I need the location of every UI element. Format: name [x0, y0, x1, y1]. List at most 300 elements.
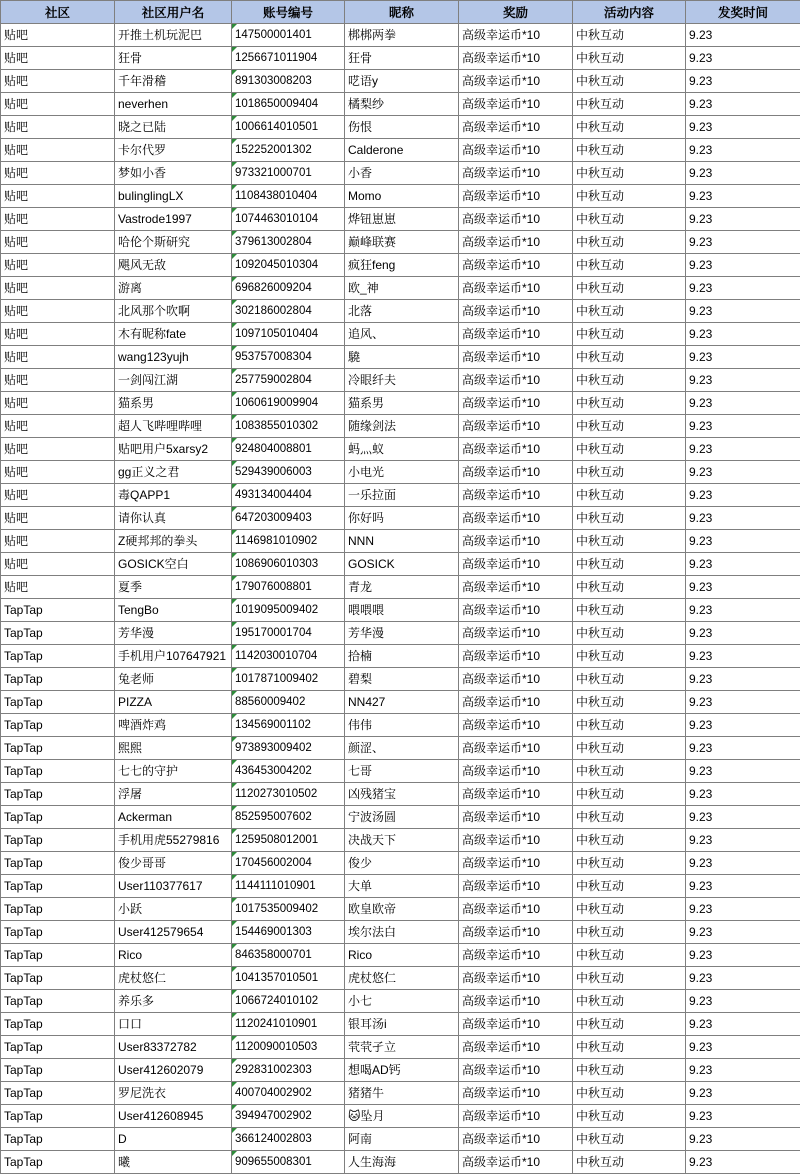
account-id-cell[interactable]: 379613002804 — [232, 231, 345, 254]
reward-cell[interactable]: 高级幸运币*10 — [459, 622, 573, 645]
username-cell[interactable]: Z硬邦邦的拳头 — [115, 530, 232, 553]
reward-cell[interactable]: 高级幸运币*10 — [459, 829, 573, 852]
community-cell[interactable]: 贴吧 — [1, 530, 115, 553]
reward-time-cell[interactable]: 9.23 — [686, 93, 800, 116]
username-cell[interactable]: 浮屠 — [115, 783, 232, 806]
username-cell[interactable]: 超人飞哔哩哔哩 — [115, 415, 232, 438]
community-cell[interactable]: 贴吧 — [1, 70, 115, 93]
account-id-cell[interactable]: 1017871009402 — [232, 668, 345, 691]
reward-time-cell[interactable]: 9.23 — [686, 898, 800, 921]
nickname-cell[interactable]: 伟伟 — [345, 714, 459, 737]
nickname-cell[interactable]: 欧皇欧帝 — [345, 898, 459, 921]
community-cell[interactable]: TapTap — [1, 806, 115, 829]
activity-cell[interactable]: 中秋互动 — [573, 622, 686, 645]
activity-cell[interactable]: 中秋互动 — [573, 484, 686, 507]
nickname-cell[interactable]: 大单 — [345, 875, 459, 898]
account-id-cell[interactable]: 1256671011904 — [232, 47, 345, 70]
community-cell[interactable]: TapTap — [1, 1082, 115, 1105]
community-cell[interactable]: 贴吧 — [1, 461, 115, 484]
activity-cell[interactable]: 中秋互动 — [573, 599, 686, 622]
nickname-cell[interactable]: 七哥 — [345, 760, 459, 783]
nickname-cell[interactable]: 人生海海 — [345, 1151, 459, 1174]
reward-time-cell[interactable]: 9.23 — [686, 576, 800, 599]
reward-cell[interactable]: 高级幸运币*10 — [459, 783, 573, 806]
reward-cell[interactable]: 高级幸运币*10 — [459, 944, 573, 967]
account-id-cell[interactable]: 394947002902 — [232, 1105, 345, 1128]
reward-time-cell[interactable]: 9.23 — [686, 1059, 800, 1082]
nickname-cell[interactable]: 🐱坠月 — [345, 1105, 459, 1128]
community-cell[interactable]: TapTap — [1, 691, 115, 714]
account-id-cell[interactable]: 436453004202 — [232, 760, 345, 783]
reward-cell[interactable]: 高级幸运币*10 — [459, 116, 573, 139]
reward-time-cell[interactable]: 9.23 — [686, 875, 800, 898]
activity-cell[interactable]: 中秋互动 — [573, 323, 686, 346]
community-cell[interactable]: 贴吧 — [1, 392, 115, 415]
community-cell[interactable]: 贴吧 — [1, 24, 115, 47]
reward-time-cell[interactable]: 9.23 — [686, 139, 800, 162]
activity-cell[interactable]: 中秋互动 — [573, 760, 686, 783]
activity-cell[interactable]: 中秋互动 — [573, 300, 686, 323]
nickname-cell[interactable]: 冷眼纤夫 — [345, 369, 459, 392]
nickname-cell[interactable]: 蚂灬蚁 — [345, 438, 459, 461]
reward-cell[interactable]: 高级幸运币*10 — [459, 277, 573, 300]
header-activity[interactable]: 活动内容 — [573, 1, 686, 24]
reward-cell[interactable]: 高级幸运币*10 — [459, 323, 573, 346]
username-cell[interactable]: 夏季 — [115, 576, 232, 599]
header-account-id[interactable]: 账号编号 — [232, 1, 345, 24]
activity-cell[interactable]: 中秋互动 — [573, 852, 686, 875]
community-cell[interactable]: 贴吧 — [1, 47, 115, 70]
activity-cell[interactable]: 中秋互动 — [573, 369, 686, 392]
activity-cell[interactable]: 中秋互动 — [573, 829, 686, 852]
nickname-cell[interactable]: 狂骨 — [345, 47, 459, 70]
reward-cell[interactable]: 高级幸运币*10 — [459, 1082, 573, 1105]
community-cell[interactable]: TapTap — [1, 714, 115, 737]
account-id-cell[interactable]: 1018650009404 — [232, 93, 345, 116]
username-cell[interactable]: User83372782 — [115, 1036, 232, 1059]
account-id-cell[interactable]: 134569001102 — [232, 714, 345, 737]
username-cell[interactable]: 七七的守护 — [115, 760, 232, 783]
community-cell[interactable]: 贴吧 — [1, 116, 115, 139]
reward-time-cell[interactable]: 9.23 — [686, 990, 800, 1013]
account-id-cell[interactable]: 891303008203 — [232, 70, 345, 93]
reward-cell[interactable]: 高级幸运币*10 — [459, 645, 573, 668]
reward-cell[interactable]: 高级幸运币*10 — [459, 47, 573, 70]
community-cell[interactable]: 贴吧 — [1, 507, 115, 530]
account-id-cell[interactable]: 647203009403 — [232, 507, 345, 530]
nickname-cell[interactable]: 茕茕孑立 — [345, 1036, 459, 1059]
community-cell[interactable]: 贴吧 — [1, 369, 115, 392]
community-cell[interactable]: TapTap — [1, 875, 115, 898]
account-id-cell[interactable]: 852595007602 — [232, 806, 345, 829]
reward-time-cell[interactable]: 9.23 — [686, 277, 800, 300]
username-cell[interactable]: 请你认真 — [115, 507, 232, 530]
reward-time-cell[interactable]: 9.23 — [686, 1128, 800, 1151]
username-cell[interactable]: 贴吧用户5xarsy2 — [115, 438, 232, 461]
username-cell[interactable]: 手机用户107647921 — [115, 645, 232, 668]
reward-cell[interactable]: 高级幸运币*10 — [459, 599, 573, 622]
reward-time-cell[interactable]: 9.23 — [686, 346, 800, 369]
nickname-cell[interactable]: 喂喂喂 — [345, 599, 459, 622]
reward-cell[interactable]: 高级幸运币*10 — [459, 300, 573, 323]
username-cell[interactable]: 啤酒炸鸡 — [115, 714, 232, 737]
reward-cell[interactable]: 高级幸运币*10 — [459, 208, 573, 231]
community-cell[interactable]: TapTap — [1, 760, 115, 783]
nickname-cell[interactable]: 芳华漫 — [345, 622, 459, 645]
activity-cell[interactable]: 中秋互动 — [573, 461, 686, 484]
username-cell[interactable]: 北风那个吹啊 — [115, 300, 232, 323]
account-id-cell[interactable]: 1142030010704 — [232, 645, 345, 668]
account-id-cell[interactable]: 1120273010502 — [232, 783, 345, 806]
account-id-cell[interactable]: 1144111010901 — [232, 875, 345, 898]
reward-cell[interactable]: 高级幸运币*10 — [459, 484, 573, 507]
nickname-cell[interactable]: NN427 — [345, 691, 459, 714]
username-cell[interactable]: 曦 — [115, 1151, 232, 1174]
community-cell[interactable]: TapTap — [1, 737, 115, 760]
reward-cell[interactable]: 高级幸运币*10 — [459, 346, 573, 369]
header-community[interactable]: 社区 — [1, 1, 115, 24]
username-cell[interactable]: 小跃 — [115, 898, 232, 921]
community-cell[interactable]: 贴吧 — [1, 576, 115, 599]
activity-cell[interactable]: 中秋互动 — [573, 185, 686, 208]
reward-cell[interactable]: 高级幸运币*10 — [459, 576, 573, 599]
reward-time-cell[interactable]: 9.23 — [686, 323, 800, 346]
account-id-cell[interactable]: 170456002004 — [232, 852, 345, 875]
account-id-cell[interactable]: 154469001303 — [232, 921, 345, 944]
reward-time-cell[interactable]: 9.23 — [686, 944, 800, 967]
activity-cell[interactable]: 中秋互动 — [573, 93, 686, 116]
account-id-cell[interactable]: 1074463010104 — [232, 208, 345, 231]
account-id-cell[interactable]: 973321000701 — [232, 162, 345, 185]
activity-cell[interactable]: 中秋互动 — [573, 392, 686, 415]
reward-time-cell[interactable]: 9.23 — [686, 1013, 800, 1036]
reward-time-cell[interactable]: 9.23 — [686, 645, 800, 668]
account-id-cell[interactable]: 1041357010501 — [232, 967, 345, 990]
activity-cell[interactable]: 中秋互动 — [573, 254, 686, 277]
activity-cell[interactable]: 中秋互动 — [573, 47, 686, 70]
community-cell[interactable]: 贴吧 — [1, 162, 115, 185]
community-cell[interactable]: TapTap — [1, 944, 115, 967]
account-id-cell[interactable]: 1017535009402 — [232, 898, 345, 921]
nickname-cell[interactable]: Rico — [345, 944, 459, 967]
account-id-cell[interactable]: 909655008301 — [232, 1151, 345, 1174]
username-cell[interactable]: Vastrode1997 — [115, 208, 232, 231]
username-cell[interactable]: 木有昵称fate — [115, 323, 232, 346]
reward-cell[interactable]: 高级幸运币*10 — [459, 691, 573, 714]
reward-time-cell[interactable]: 9.23 — [686, 967, 800, 990]
username-cell[interactable]: gg正义之君 — [115, 461, 232, 484]
community-cell[interactable]: 贴吧 — [1, 484, 115, 507]
community-cell[interactable]: TapTap — [1, 599, 115, 622]
username-cell[interactable]: 养乐多 — [115, 990, 232, 1013]
nickname-cell[interactable]: 虎杖悠仁 — [345, 967, 459, 990]
username-cell[interactable]: User110377617 — [115, 875, 232, 898]
activity-cell[interactable]: 中秋互动 — [573, 162, 686, 185]
activity-cell[interactable]: 中秋互动 — [573, 921, 686, 944]
username-cell[interactable]: 虎杖悠仁 — [115, 967, 232, 990]
reward-time-cell[interactable]: 9.23 — [686, 162, 800, 185]
username-cell[interactable]: 熙熙 — [115, 737, 232, 760]
account-id-cell[interactable]: 1060619009904 — [232, 392, 345, 415]
community-cell[interactable]: TapTap — [1, 668, 115, 691]
activity-cell[interactable]: 中秋互动 — [573, 116, 686, 139]
reward-cell[interactable]: 高级幸运币*10 — [459, 1013, 573, 1036]
username-cell[interactable]: 俊少哥哥 — [115, 852, 232, 875]
username-cell[interactable]: 罗尼洗衣 — [115, 1082, 232, 1105]
nickname-cell[interactable]: 小电光 — [345, 461, 459, 484]
account-id-cell[interactable]: 696826009204 — [232, 277, 345, 300]
header-reward[interactable]: 奖励 — [459, 1, 573, 24]
account-id-cell[interactable]: 1097105010404 — [232, 323, 345, 346]
username-cell[interactable]: 狂骨 — [115, 47, 232, 70]
username-cell[interactable]: User412579654 — [115, 921, 232, 944]
reward-cell[interactable]: 高级幸运币*10 — [459, 185, 573, 208]
community-cell[interactable]: TapTap — [1, 622, 115, 645]
account-id-cell[interactable]: 1146981010902 — [232, 530, 345, 553]
reward-cell[interactable]: 高级幸运币*10 — [459, 737, 573, 760]
reward-cell[interactable]: 高级幸运币*10 — [459, 668, 573, 691]
community-cell[interactable]: TapTap — [1, 1105, 115, 1128]
nickname-cell[interactable]: GOSICK — [345, 553, 459, 576]
reward-time-cell[interactable]: 9.23 — [686, 806, 800, 829]
reward-time-cell[interactable]: 9.23 — [686, 254, 800, 277]
activity-cell[interactable]: 中秋互动 — [573, 668, 686, 691]
account-id-cell[interactable]: 1092045010304 — [232, 254, 345, 277]
community-cell[interactable]: 贴吧 — [1, 323, 115, 346]
nickname-cell[interactable]: 凶残猪宝 — [345, 783, 459, 806]
reward-time-cell[interactable]: 9.23 — [686, 553, 800, 576]
username-cell[interactable]: 晓之已陆 — [115, 116, 232, 139]
reward-time-cell[interactable]: 9.23 — [686, 783, 800, 806]
username-cell[interactable]: 千年滑稽 — [115, 70, 232, 93]
username-cell[interactable]: Ackerman — [115, 806, 232, 829]
community-cell[interactable]: TapTap — [1, 1036, 115, 1059]
community-cell[interactable]: 贴吧 — [1, 139, 115, 162]
header-username[interactable]: 社区用户名 — [115, 1, 232, 24]
account-id-cell[interactable]: 1120090010503 — [232, 1036, 345, 1059]
username-cell[interactable]: 卡尔代罗 — [115, 139, 232, 162]
reward-time-cell[interactable]: 9.23 — [686, 852, 800, 875]
nickname-cell[interactable]: Calderone — [345, 139, 459, 162]
reward-cell[interactable]: 高级幸运币*10 — [459, 461, 573, 484]
username-cell[interactable]: 猫系男 — [115, 392, 232, 415]
activity-cell[interactable]: 中秋互动 — [573, 737, 686, 760]
reward-time-cell[interactable]: 9.23 — [686, 392, 800, 415]
account-id-cell[interactable]: 1120241010901 — [232, 1013, 345, 1036]
reward-cell[interactable]: 高级幸运币*10 — [459, 1105, 573, 1128]
account-id-cell[interactable]: 529439006003 — [232, 461, 345, 484]
username-cell[interactable]: User412602079 — [115, 1059, 232, 1082]
reward-time-cell[interactable]: 9.23 — [686, 1036, 800, 1059]
username-cell[interactable]: 梦如小香 — [115, 162, 232, 185]
nickname-cell[interactable]: 烨钮崽崽 — [345, 208, 459, 231]
account-id-cell[interactable]: 1066724010102 — [232, 990, 345, 1013]
account-id-cell[interactable]: 973893009402 — [232, 737, 345, 760]
reward-time-cell[interactable]: 9.23 — [686, 921, 800, 944]
nickname-cell[interactable]: 猫系男 — [345, 392, 459, 415]
nickname-cell[interactable]: 碧梨 — [345, 668, 459, 691]
reward-time-cell[interactable]: 9.23 — [686, 599, 800, 622]
account-id-cell[interactable]: 292831002303 — [232, 1059, 345, 1082]
reward-cell[interactable]: 高级幸运币*10 — [459, 1128, 573, 1151]
reward-cell[interactable]: 高级幸运币*10 — [459, 162, 573, 185]
account-id-cell[interactable]: 147500001401 — [232, 24, 345, 47]
reward-time-cell[interactable]: 9.23 — [686, 484, 800, 507]
account-id-cell[interactable]: 257759002804 — [232, 369, 345, 392]
reward-time-cell[interactable]: 9.23 — [686, 1082, 800, 1105]
reward-time-cell[interactable]: 9.23 — [686, 714, 800, 737]
account-id-cell[interactable]: 846358000701 — [232, 944, 345, 967]
activity-cell[interactable]: 中秋互动 — [573, 1059, 686, 1082]
username-cell[interactable]: 手机用虎55279816 — [115, 829, 232, 852]
reward-cell[interactable]: 高级幸运币*10 — [459, 990, 573, 1013]
nickname-cell[interactable]: 埃尔法白 — [345, 921, 459, 944]
activity-cell[interactable]: 中秋互动 — [573, 139, 686, 162]
activity-cell[interactable]: 中秋互动 — [573, 944, 686, 967]
activity-cell[interactable]: 中秋互动 — [573, 553, 686, 576]
reward-cell[interactable]: 高级幸运币*10 — [459, 875, 573, 898]
nickname-cell[interactable]: 驍 — [345, 346, 459, 369]
reward-cell[interactable]: 高级幸运币*10 — [459, 231, 573, 254]
reward-cell[interactable]: 高级幸运币*10 — [459, 70, 573, 93]
header-reward-time[interactable]: 发奖时间 — [686, 1, 800, 24]
reward-cell[interactable]: 高级幸运币*10 — [459, 254, 573, 277]
reward-time-cell[interactable]: 9.23 — [686, 691, 800, 714]
reward-cell[interactable]: 高级幸运币*10 — [459, 93, 573, 116]
nickname-cell[interactable]: 想喝AD钙 — [345, 1059, 459, 1082]
nickname-cell[interactable]: 梆梆两拳 — [345, 24, 459, 47]
reward-cell[interactable]: 高级幸运币*10 — [459, 1151, 573, 1174]
reward-time-cell[interactable]: 9.23 — [686, 461, 800, 484]
community-cell[interactable]: TapTap — [1, 1059, 115, 1082]
account-id-cell[interactable]: 179076008801 — [232, 576, 345, 599]
username-cell[interactable]: 兔老师 — [115, 668, 232, 691]
nickname-cell[interactable]: NNN — [345, 530, 459, 553]
username-cell[interactable]: PIZZA — [115, 691, 232, 714]
community-cell[interactable]: TapTap — [1, 852, 115, 875]
reward-time-cell[interactable]: 9.23 — [686, 760, 800, 783]
reward-time-cell[interactable]: 9.23 — [686, 369, 800, 392]
account-id-cell[interactable]: 924804008801 — [232, 438, 345, 461]
reward-time-cell[interactable]: 9.23 — [686, 1151, 800, 1174]
activity-cell[interactable]: 中秋互动 — [573, 24, 686, 47]
activity-cell[interactable]: 中秋互动 — [573, 990, 686, 1013]
community-cell[interactable]: 贴吧 — [1, 254, 115, 277]
activity-cell[interactable]: 中秋互动 — [573, 967, 686, 990]
reward-cell[interactable]: 高级幸运币*10 — [459, 415, 573, 438]
community-cell[interactable]: TapTap — [1, 829, 115, 852]
activity-cell[interactable]: 中秋互动 — [573, 645, 686, 668]
account-id-cell[interactable]: 1259508012001 — [232, 829, 345, 852]
activity-cell[interactable]: 中秋互动 — [573, 783, 686, 806]
reward-cell[interactable]: 高级幸运币*10 — [459, 852, 573, 875]
activity-cell[interactable]: 中秋互动 — [573, 415, 686, 438]
username-cell[interactable]: neverhen — [115, 93, 232, 116]
activity-cell[interactable]: 中秋互动 — [573, 1128, 686, 1151]
community-cell[interactable]: TapTap — [1, 921, 115, 944]
reward-time-cell[interactable]: 9.23 — [686, 415, 800, 438]
community-cell[interactable]: 贴吧 — [1, 185, 115, 208]
reward-time-cell[interactable]: 9.23 — [686, 530, 800, 553]
activity-cell[interactable]: 中秋互动 — [573, 691, 686, 714]
activity-cell[interactable]: 中秋互动 — [573, 507, 686, 530]
nickname-cell[interactable]: 银耳汤i — [345, 1013, 459, 1036]
community-cell[interactable]: 贴吧 — [1, 277, 115, 300]
community-cell[interactable]: 贴吧 — [1, 93, 115, 116]
community-cell[interactable]: 贴吧 — [1, 553, 115, 576]
activity-cell[interactable]: 中秋互动 — [573, 70, 686, 93]
username-cell[interactable]: bulinglingLX — [115, 185, 232, 208]
reward-cell[interactable]: 高级幸运币*10 — [459, 24, 573, 47]
account-id-cell[interactable]: 1086906010303 — [232, 553, 345, 576]
activity-cell[interactable]: 中秋互动 — [573, 714, 686, 737]
account-id-cell[interactable]: 88560009402 — [232, 691, 345, 714]
activity-cell[interactable]: 中秋互动 — [573, 1036, 686, 1059]
community-cell[interactable]: TapTap — [1, 1151, 115, 1174]
community-cell[interactable]: TapTap — [1, 645, 115, 668]
activity-cell[interactable]: 中秋互动 — [573, 898, 686, 921]
nickname-cell[interactable]: 欧_神 — [345, 277, 459, 300]
activity-cell[interactable]: 中秋互动 — [573, 208, 686, 231]
community-cell[interactable]: TapTap — [1, 783, 115, 806]
community-cell[interactable]: TapTap — [1, 990, 115, 1013]
username-cell[interactable]: D — [115, 1128, 232, 1151]
reward-cell[interactable]: 高级幸运币*10 — [459, 392, 573, 415]
nickname-cell[interactable]: 阿南 — [345, 1128, 459, 1151]
community-cell[interactable]: 贴吧 — [1, 300, 115, 323]
nickname-cell[interactable]: 橘梨纱 — [345, 93, 459, 116]
account-id-cell[interactable]: 1083855010302 — [232, 415, 345, 438]
reward-time-cell[interactable]: 9.23 — [686, 829, 800, 852]
reward-cell[interactable]: 高级幸运币*10 — [459, 921, 573, 944]
nickname-cell[interactable]: 巅峰联赛 — [345, 231, 459, 254]
reward-time-cell[interactable]: 9.23 — [686, 668, 800, 691]
header-nickname[interactable]: 昵称 — [345, 1, 459, 24]
reward-cell[interactable]: 高级幸运币*10 — [459, 1036, 573, 1059]
reward-cell[interactable]: 高级幸运币*10 — [459, 507, 573, 530]
nickname-cell[interactable]: 猪猪牛 — [345, 1082, 459, 1105]
nickname-cell[interactable]: 追风、 — [345, 323, 459, 346]
community-cell[interactable]: TapTap — [1, 1013, 115, 1036]
nickname-cell[interactable]: 小香 — [345, 162, 459, 185]
reward-cell[interactable]: 高级幸运币*10 — [459, 139, 573, 162]
reward-time-cell[interactable]: 9.23 — [686, 737, 800, 760]
username-cell[interactable]: 哈伦个斯研究 — [115, 231, 232, 254]
username-cell[interactable]: 芳华漫 — [115, 622, 232, 645]
account-id-cell[interactable]: 1019095009402 — [232, 599, 345, 622]
community-cell[interactable]: TapTap — [1, 898, 115, 921]
community-cell[interactable]: 贴吧 — [1, 346, 115, 369]
reward-time-cell[interactable]: 9.23 — [686, 70, 800, 93]
reward-cell[interactable]: 高级幸运币*10 — [459, 369, 573, 392]
reward-cell[interactable]: 高级幸运币*10 — [459, 967, 573, 990]
community-cell[interactable]: 贴吧 — [1, 208, 115, 231]
username-cell[interactable]: 开推土机玩泥巴 — [115, 24, 232, 47]
reward-cell[interactable]: 高级幸运币*10 — [459, 1059, 573, 1082]
nickname-cell[interactable]: 青龙 — [345, 576, 459, 599]
nickname-cell[interactable]: Momo — [345, 185, 459, 208]
reward-time-cell[interactable]: 9.23 — [686, 300, 800, 323]
activity-cell[interactable]: 中秋互动 — [573, 806, 686, 829]
account-id-cell[interactable]: 953757008304 — [232, 346, 345, 369]
activity-cell[interactable]: 中秋互动 — [573, 1151, 686, 1174]
username-cell[interactable]: User412608945 — [115, 1105, 232, 1128]
activity-cell[interactable]: 中秋互动 — [573, 346, 686, 369]
reward-time-cell[interactable]: 9.23 — [686, 47, 800, 70]
nickname-cell[interactable]: 决战天下 — [345, 829, 459, 852]
nickname-cell[interactable]: 小七 — [345, 990, 459, 1013]
community-cell[interactable]: TapTap — [1, 1128, 115, 1151]
